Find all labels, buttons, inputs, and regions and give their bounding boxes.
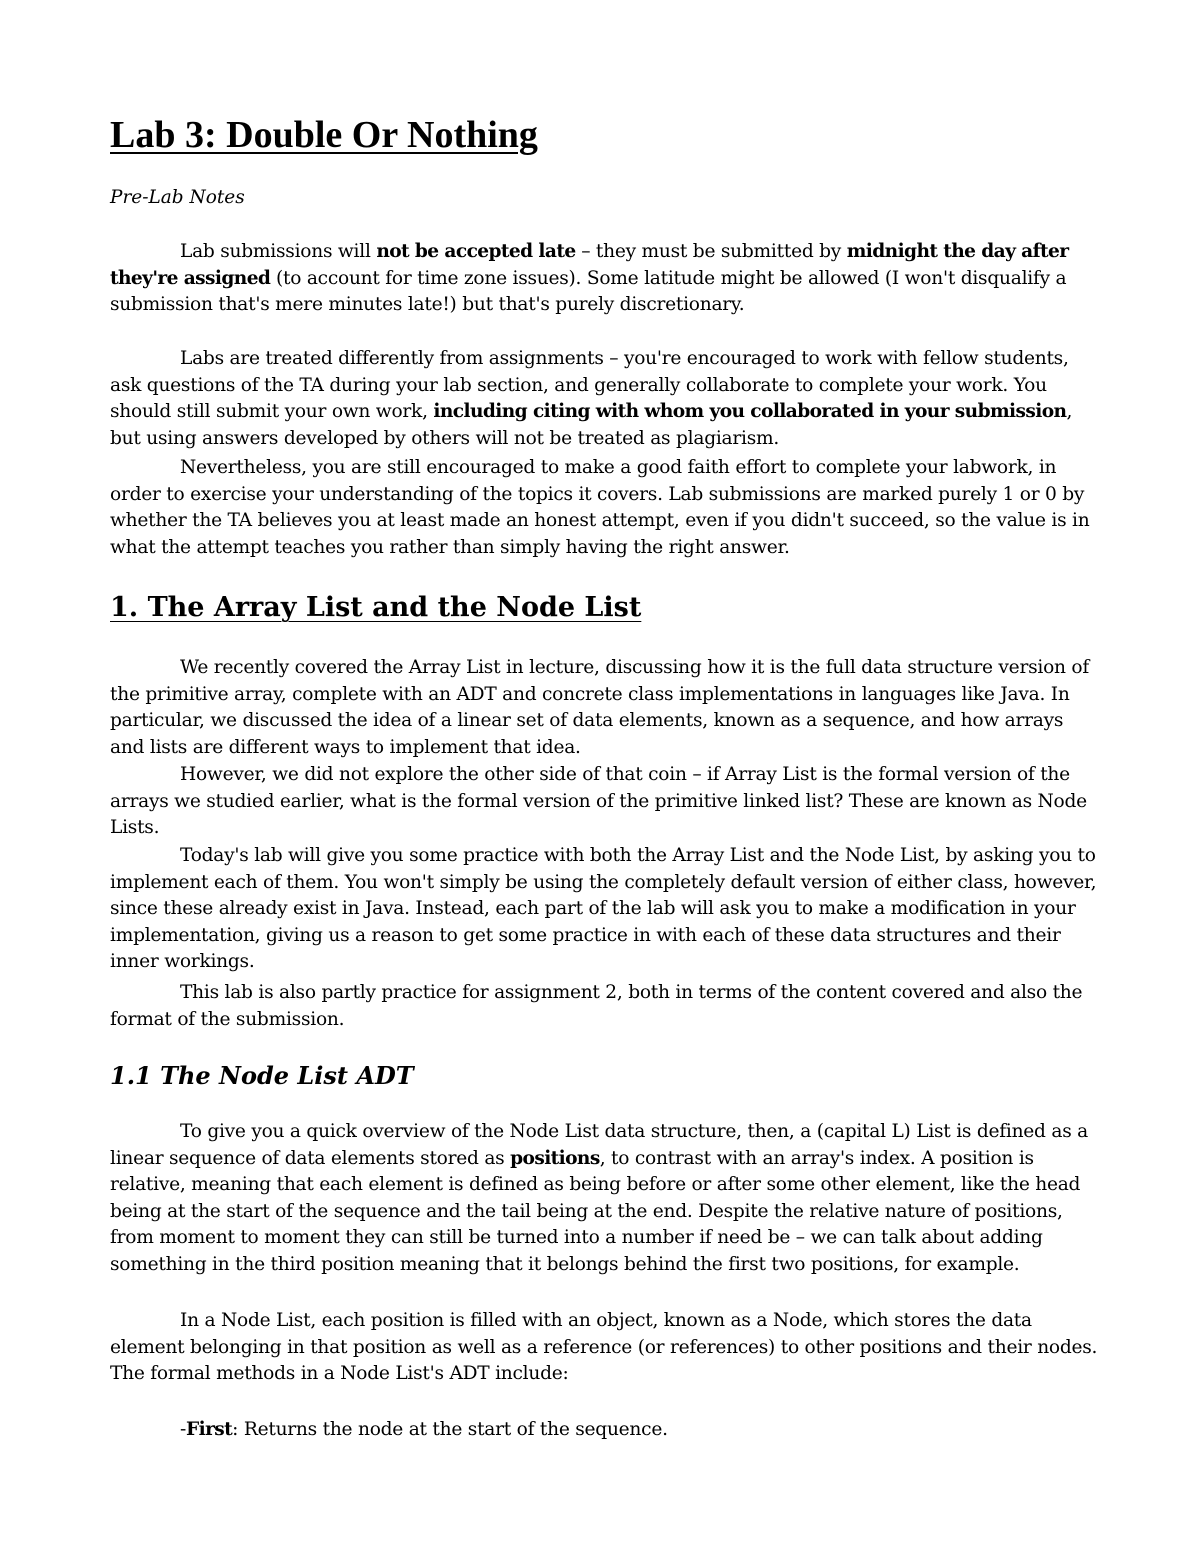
section1-paragraph-1: We recently covered the Array List in lecture, discussing how it is the full data structure version of the primitive array, complete with an ADT and concrete class implementations in languages like Java. In particular, we discussed the idea of a linear set of data elements, known as a sequence, and how arrays and lists are different ways to implement that idea. bbox=[110, 657, 1089, 758]
text-run: Labs are treated differently from assignments – you're encouraged to work with fellow students, ask questions of the TA during your lab section, and generally collaborate to complete your work. You should still submit your own work, bbox=[110, 348, 1069, 423]
section1-paragraph-3: Today's lab will give you some practice with both the Array List and the Node List, by asking you to implement each of them. You won't simply be using the completely default version of either class, however, since these already exist in Java. Instead, each part of the lab will ask you to make a modification in your implementation, giving us a reason to get some practice in with each of these data structures and their inner workings. bbox=[110, 845, 1097, 973]
text-run: To give you a quick overview of the Node List data structure, then, a (capital L) List is defined as a linear sequence of data elements stored as bbox=[110, 1121, 1088, 1169]
bold-text: not be accepted late bbox=[376, 241, 576, 262]
text-run: Lab submissions will bbox=[180, 241, 377, 262]
bold-text: positions bbox=[510, 1147, 600, 1169]
prelab-paragraph-1 bbox=[110, 239, 1100, 319]
prelab-paragraph-3: Nevertheless, you are still encouraged to make a good faith effort to complete your labwork, in order to exercise your understanding of the topics it covers. Lab submissions are marked purely 1 or 0 by whether the TA believes you at least made an honest attempt, even if you didn't succeed, so the value is in what the attempt teaches you rather than simply having the right answer. bbox=[110, 457, 1090, 558]
method-list-item bbox=[110, 1417, 1100, 1444]
method-name: First bbox=[186, 1419, 233, 1440]
bold-text: including citing with whom you collaborated in your submission bbox=[433, 401, 1067, 423]
section11-paragraph-1 bbox=[110, 1119, 1100, 1279]
bold-text: midnight the day after they're assigned bbox=[110, 241, 1069, 289]
prelab-subtitle: Pre-Lab Notes bbox=[110, 187, 245, 208]
text-run: (to account for time zone issues). Some latitude might be allowed (I won't disqualify a submission that's mere minutes late!) but that's purely discretionary. bbox=[110, 267, 1067, 316]
section1-paragraph-4: This lab is also partly practice for assignment 2, both in terms of the content covered and also the format of the submission. bbox=[110, 982, 1083, 1030]
text-run: , to contrast with an array's index. A position is relative, meaning that each element is defined as being before or after some other element, like the head being at the start of the sequence and the tail being at the end. Despite the relative nature of positions, from moment to moment they can still be turned into a number if need be – we can talk about adding something in the third position meaning that it belongs behind the first two positions, for example. bbox=[110, 1147, 1081, 1275]
list-dash: - bbox=[180, 1419, 187, 1440]
text-run: – they must be submitted by bbox=[575, 241, 847, 262]
section-heading-1: 1. The Array List and the Node List bbox=[110, 592, 642, 623]
method-description: : Returns the node at the start of the sequence. bbox=[232, 1419, 668, 1440]
prelab-paragraph-2 bbox=[110, 346, 1100, 452]
section1-paragraph-2: However, we did not explore the other side of that coin – if Array List is the formal version of the arrays we studied earlier, what is the formal version of the primitive linked list? These are known as Node Lists. bbox=[110, 764, 1087, 839]
section-heading-1-1: 1.1 The Node List ADT bbox=[110, 1061, 414, 1090]
text-run: , but using answers developed by others will not be treated as plagiarism. bbox=[110, 401, 1073, 449]
page-title: Lab 3: Double Or Nothing bbox=[110, 114, 538, 156]
section11-paragraph-2: In a Node List, each position is filled with an object, known as a Node, which stores the data element belonging in that position as well as a reference (or references) to other positions and their nodes. The formal methods in a Node List's ADT include: bbox=[110, 1310, 1098, 1385]
